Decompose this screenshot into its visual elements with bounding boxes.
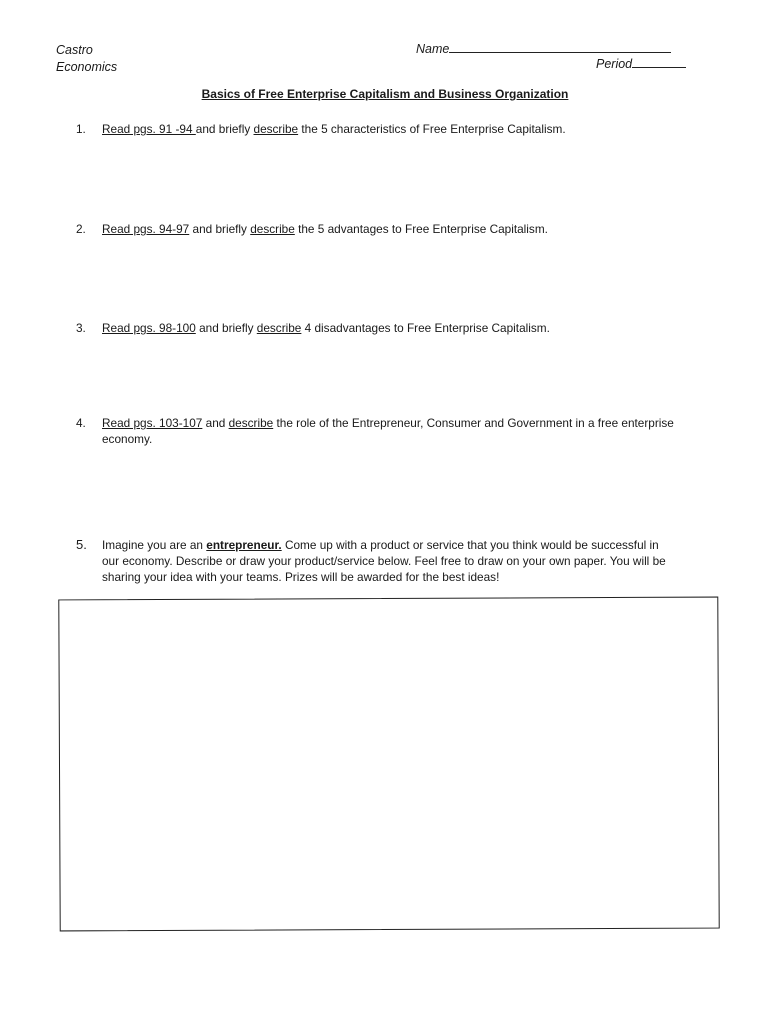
name-field[interactable] — [416, 40, 671, 56]
instruction-verb: describe — [253, 122, 299, 136]
instruction-verb: describe — [256, 321, 302, 335]
reading-assignment: Read pgs. 91 -94 — [102, 122, 196, 136]
question-number: 3. — [76, 321, 86, 335]
name-blank[interactable] — [449, 40, 671, 53]
instruction-verb: describe — [250, 222, 295, 236]
question-number: 2. — [76, 222, 86, 236]
question-5: 5. Imagine you are an entrepreneur. Come up with a product or service that you think would be successful in our economy. Describe or draw your product/service below. Feel free to draw on your own paper. You will be sharing your idea with your teams. Prizes will be awarded for the best ideas! — [76, 537, 726, 585]
question-4: 4. Read pgs. 103-107 and describe the role of the Entrepreneur, Consumer and Government in a free enterprise economy. — [76, 415, 726, 447]
keyword-entrepreneur: entrepreneur. — [206, 538, 282, 552]
header-left — [56, 42, 117, 76]
course-name: Economics — [56, 60, 118, 74]
instruction-verb: describe — [228, 416, 274, 430]
question-number: 4. — [76, 416, 86, 430]
question-2: 2. Read pgs. 94-97 and briefly describe the 5 advantages to Free Enterprise Capitalism. — [76, 222, 548, 236]
question-continuation: our economy. Describe or draw your product/service below. Feel free to draw on your own paper. You will be — [102, 554, 666, 568]
reading-assignment: Read pgs. 94-97 — [102, 222, 190, 236]
period-label: Period — [596, 57, 633, 71]
teacher-name: Castro — [56, 43, 93, 57]
question-number: 5. — [76, 537, 87, 552]
drawing-answer-box[interactable] — [58, 597, 719, 932]
name-label: Name — [416, 42, 450, 56]
period-field[interactable] — [596, 55, 686, 71]
question-continuation: economy. — [102, 432, 153, 446]
reading-assignment: Read pgs. 98-100 — [102, 321, 196, 335]
reading-assignment: Read pgs. 103-107 — [102, 416, 203, 430]
period-blank[interactable] — [632, 55, 686, 68]
question-1: 1. Read pgs. 91 -94 and briefly describe the 5 characteristics of Free Enterprise Capitalism. — [76, 122, 566, 136]
question-continuation: sharing your idea with your teams. Prizes will be awarded for the best ideas! — [102, 570, 500, 584]
worksheet-title: Basics of Free Enterprise Capitalism and Business Organization — [201, 87, 569, 101]
question-number: 1. — [76, 122, 86, 136]
question-3: 3. Read pgs. 98-100 and briefly describe 4 disadvantages to Free Enterprise Capitalism. — [76, 321, 550, 335]
